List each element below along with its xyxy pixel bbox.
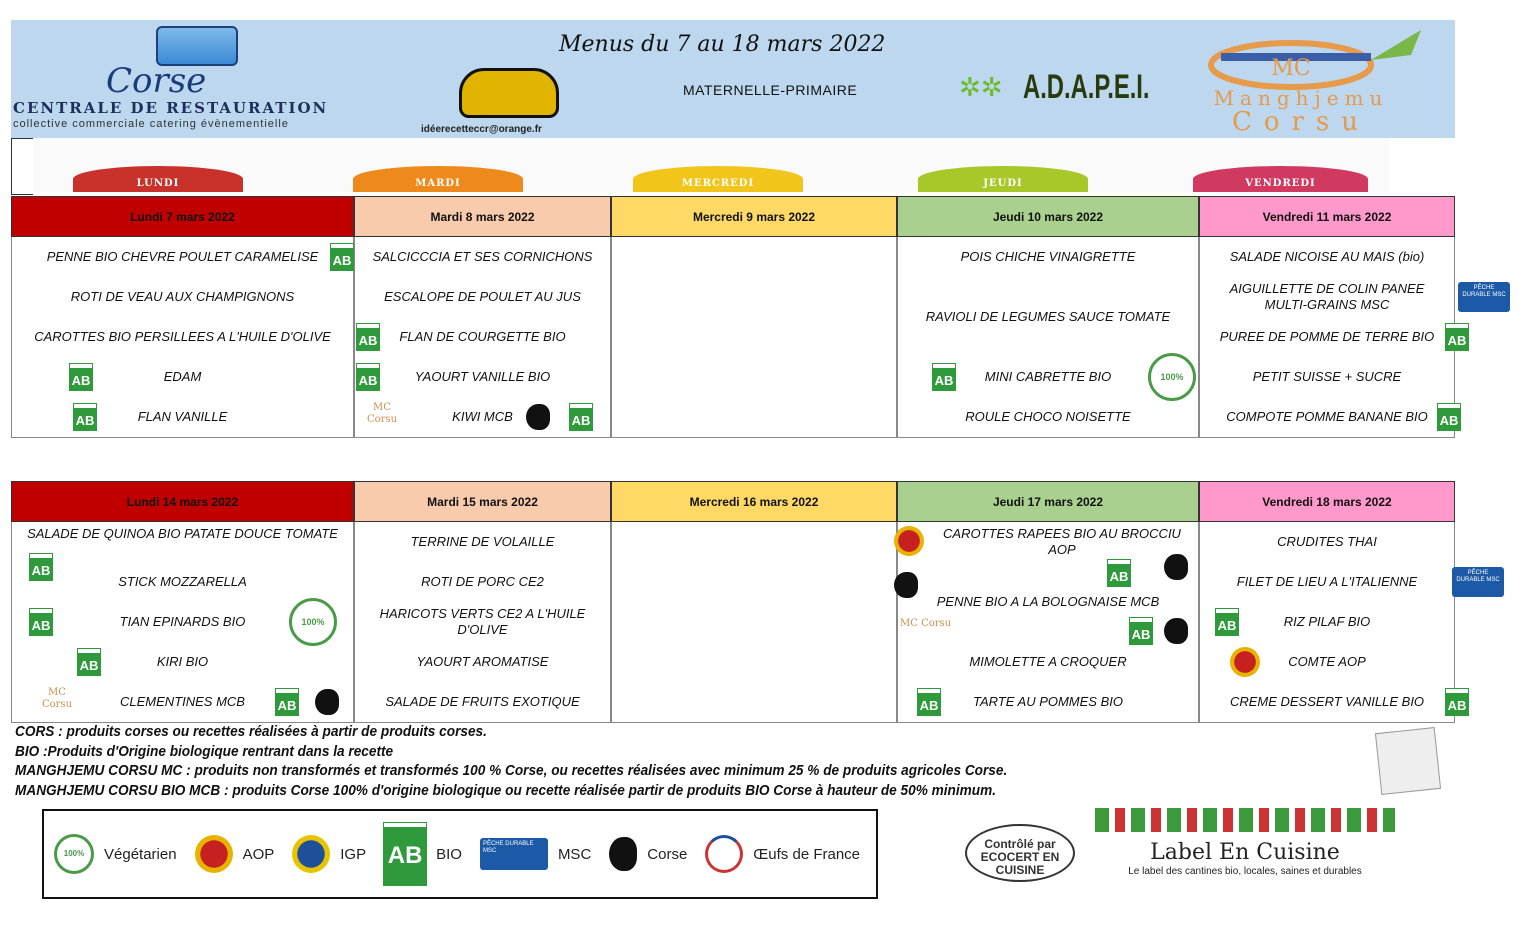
header-vendredi: Vendredi 18 mars 2022	[1199, 481, 1455, 522]
header-mercredi: Mercredi 16 mars 2022	[611, 481, 897, 522]
menu-item: SALADE NICOISE AU MAIS (bio)	[1229, 249, 1425, 264]
bio-icon: AB	[74, 404, 96, 430]
bio-icon: AB	[1216, 609, 1238, 635]
logo-line1: CENTRALE DE RESTAURATION	[13, 99, 329, 117]
banner-lundi: LUNDI	[73, 166, 243, 192]
menu-item: POIS CHICHE VINAIGRETTE	[960, 249, 1136, 264]
header-mercredi: Mercredi 9 mars 2022	[611, 196, 897, 237]
menu-item: SALADE DE FRUITS EXOTIQUE	[385, 694, 580, 709]
vegetarian-icon: 100%	[289, 598, 337, 646]
menu-item: PENNE BIO CHEVRE POULET CARAMELISE AB	[12, 237, 353, 277]
mailbox-icon	[459, 68, 559, 118]
menu-item: AB FLAN DE COURGETTE BIO	[355, 317, 610, 357]
aop-icon	[1230, 647, 1260, 677]
menu-item: ESCALOPE DE POULET AU JUS	[384, 289, 581, 304]
bio-icon: AB	[331, 244, 353, 270]
col-lundi	[11, 522, 354, 723]
bio-icon: AB	[918, 689, 940, 715]
vegetarian-icon: 100%	[1148, 353, 1196, 401]
banner-vendredi: VENDREDI	[1193, 166, 1368, 192]
banner-jeudi: JEUDI	[918, 166, 1088, 192]
menu-item: CAROTTES RAPEES BIO AU BROCCIU AOP	[943, 526, 1181, 557]
menu-item: AB TIAN EPINARDS BIO 100%	[12, 602, 353, 642]
bio-icon: AB	[78, 649, 100, 675]
corse-head-icon	[1164, 554, 1188, 580]
menu-item: AB TARTE AU POMMES BIO	[898, 682, 1198, 722]
bio-icon: AB	[1438, 404, 1460, 430]
col-jeudi	[897, 522, 1199, 723]
menu-item: ROTI DE PORC CE2	[421, 574, 544, 589]
menu-item: PUREE DE POMME DE TERRE BIO AB	[1200, 317, 1454, 357]
header-lundi: Lundi 7 mars 2022	[11, 196, 354, 237]
menu-item: STICK MOZZARELLA	[118, 574, 247, 589]
menu-item: MC Corsu KIWI MCB AB	[355, 397, 610, 437]
ecocert-logo: Contrôlé par ECOCERT EN CUISINE	[965, 824, 1075, 882]
menu-item: ROULE CHOCO NOISETTE	[965, 409, 1131, 424]
menu-item: COMPOTE POMME BANANE BIO AB	[1200, 397, 1454, 437]
msc-icon: PÊCHE DURABLE MSC	[1458, 282, 1510, 312]
menu-item: AB MINI CABRETTE BIO 100%	[898, 357, 1198, 397]
menu-item: ROTI DE VEAU AUX CHAMPIGNONS	[70, 289, 295, 304]
legend-msc: MSC	[557, 845, 592, 863]
vegetarian-icon: 100%	[54, 834, 94, 874]
header-mardi: Mardi 8 mars 2022	[354, 196, 611, 237]
week2-table	[11, 481, 1500, 723]
header-lundi: Lundi 14 mars 2022	[11, 481, 354, 522]
corse-head-icon	[609, 837, 637, 871]
oeufs-de-france-icon	[705, 835, 743, 873]
col-mardi	[354, 522, 611, 723]
days-banner	[33, 138, 1389, 192]
mascot-illustration	[1375, 727, 1441, 795]
manghjemu-corsu-logo	[1171, 25, 1451, 135]
menu-item: PETIT SUISSE + SUCRE	[1252, 369, 1402, 384]
bio-icon: AB	[570, 404, 592, 430]
corse-head-icon	[315, 689, 339, 715]
logo-line2: collective commerciale catering évènementielle	[13, 118, 289, 130]
menu-item: AB KIRI BIO	[12, 642, 353, 682]
bio-icon: AB	[276, 689, 298, 715]
aop-icon	[894, 526, 924, 556]
menu-item: CREME DESSERT VANILLE BIO AB	[1200, 682, 1454, 722]
chef-hat-logo	[156, 26, 238, 66]
legend-igp: IGP	[340, 845, 367, 863]
email: idéerecetteccr@orange.fr	[421, 124, 542, 135]
menu-item: AB EDAM	[12, 357, 353, 397]
menu-item: RAVIOLI DE LEGUMES SAUCE TOMATE	[925, 309, 1171, 324]
note-mc: MANGHJEMU CORSU MC : produits non transformés et transformés 100 % Corse, ou recettes réalisées avec minimum 25 % de produits agricoles Corse.	[15, 763, 1008, 779]
menu-item: AB YAOURT VANILLE BIO	[355, 357, 610, 397]
svg-text:MC: MC	[1271, 56, 1311, 81]
menu-item: MC Corsu CLEMENTINES MCB AB	[12, 682, 353, 722]
menu-item: AB FLAN VANILLE	[12, 397, 353, 437]
corse-head-icon	[894, 572, 918, 598]
bio-icon: AB	[1446, 689, 1468, 715]
page-title: Menus du 7 au 18 mars 2022	[559, 32, 886, 57]
col-mercredi	[611, 522, 897, 723]
menu-item: CRUDITES THAI	[1277, 534, 1377, 549]
header	[11, 20, 1455, 138]
mc-logo-icon: MC Corsu	[41, 687, 73, 710]
logo-corse: Corse	[106, 61, 207, 101]
notes	[15, 723, 1007, 801]
page-subtitle: MATERNELLE-PRIMAIRE	[683, 82, 858, 98]
bio-icon: AB	[1108, 560, 1130, 586]
svg-text:Corsu: Corsu	[1231, 107, 1371, 135]
menu-item: FILET DE LIEU A L'ITALIENNE PÊCHE DURABLE MSC	[1200, 562, 1454, 602]
col-vendredi	[1199, 522, 1500, 723]
menu-item: YAOURT AROMATISE	[416, 654, 549, 669]
menu-item: AB RIZ PILAF BIO	[1200, 602, 1454, 642]
col-vendredi	[1199, 237, 1506, 438]
bio-icon: AB	[1446, 324, 1468, 350]
aop-icon	[195, 835, 233, 873]
bio-icon: AB	[384, 823, 426, 885]
bio-icon: AB	[30, 554, 52, 580]
legend-oeufs: Œufs de France	[753, 845, 861, 863]
bunting-decoration	[1095, 808, 1395, 832]
header-vendredi: Vendredi 11 mars 2022	[1199, 196, 1455, 237]
col-lundi	[11, 237, 354, 438]
labels-legend	[42, 809, 878, 899]
msc-icon: PÊCHE DURABLE MSC	[1452, 567, 1504, 597]
legend-bio: BIO	[436, 845, 462, 863]
header-mardi: Mardi 15 mars 2022	[354, 481, 611, 522]
bio-icon: AB	[357, 324, 379, 350]
note-cors: CORS : produits corses ou recettes réalisées à partir de produits corses.	[15, 724, 487, 740]
corse-head-icon	[526, 404, 550, 430]
lec-title: Label En Cuisine	[1150, 840, 1340, 865]
corse-head-icon	[1164, 618, 1188, 644]
header-jeudi: Jeudi 17 mars 2022	[897, 481, 1199, 522]
legend-aop: AOP	[242, 845, 275, 863]
note-bio: BIO :Produits d'Origine biologique rentrant dans la recette	[15, 743, 394, 760]
week1-table	[11, 196, 1506, 438]
col-jeudi	[897, 237, 1199, 438]
mc-logo-icon: MC Corsu	[366, 402, 398, 425]
bio-icon: AB	[70, 364, 92, 390]
menu-item: CAROTTES BIO PERSILLEES A L'HUILE D'OLIVE	[34, 329, 331, 344]
menu-item: COMTE AOP	[1200, 642, 1454, 682]
banner-mercredi: MERCREDI	[633, 166, 803, 192]
banner-frame	[11, 138, 33, 195]
adapei-logo: A.D.A.P.E.I.	[1023, 68, 1150, 106]
menu-item: SALADE DE QUINOA BIO PATATE DOUCE TOMATE AB	[27, 526, 338, 578]
bio-icon: AB	[357, 364, 379, 390]
legend-corse: Corse	[647, 845, 688, 863]
adapei-people-icon: ✲✲	[959, 72, 1003, 102]
banner-mardi: MARDI	[353, 166, 523, 192]
bio-icon: AB	[1130, 618, 1152, 644]
bio-icon: AB	[30, 609, 52, 635]
menu-item: PENNE BIO A LA BOLOGNAISE MCB	[936, 594, 1160, 609]
note-mcb: MANGHJEMU CORSU BIO MCB : produits Corse 100% d'origine biologique ou recette réalisée partir de produits BIO Corse à hauteur de 50% minimum.	[15, 782, 996, 799]
header-jeudi: Jeudi 10 mars 2022	[897, 196, 1199, 237]
menu-item: HARICOTS VERTS CE2 A L'HUILE D'OLIVE	[379, 606, 586, 637]
legend-vegetarien: Végétarien	[104, 845, 177, 863]
igp-icon	[292, 835, 330, 873]
mc-logo-icon: MC Corsu	[900, 618, 952, 629]
msc-icon: PÊCHE DURABLE MSC	[480, 838, 548, 870]
menu-item: MIMOLETTE A CROQUER	[969, 654, 1127, 669]
label-en-cuisine	[1095, 808, 1395, 878]
col-mardi	[354, 237, 611, 438]
lec-subtitle: Le label des cantines bio, locales, saines et durables	[1128, 866, 1362, 877]
menu-item: AIGUILLETTE DE COLIN PANEE MULTI-GRAINS MSC PÊCHE DURABLE MSC	[1200, 277, 1454, 317]
svg-text:Manghjemu: Manghjemu	[1213, 86, 1389, 110]
col-mercredi	[611, 237, 897, 438]
bio-icon: AB	[933, 364, 955, 390]
menu-item: TERRINE DE VOLAILLE	[410, 534, 555, 549]
menu-item: SALCICCCIA ET SES CORNICHONS	[372, 249, 593, 264]
